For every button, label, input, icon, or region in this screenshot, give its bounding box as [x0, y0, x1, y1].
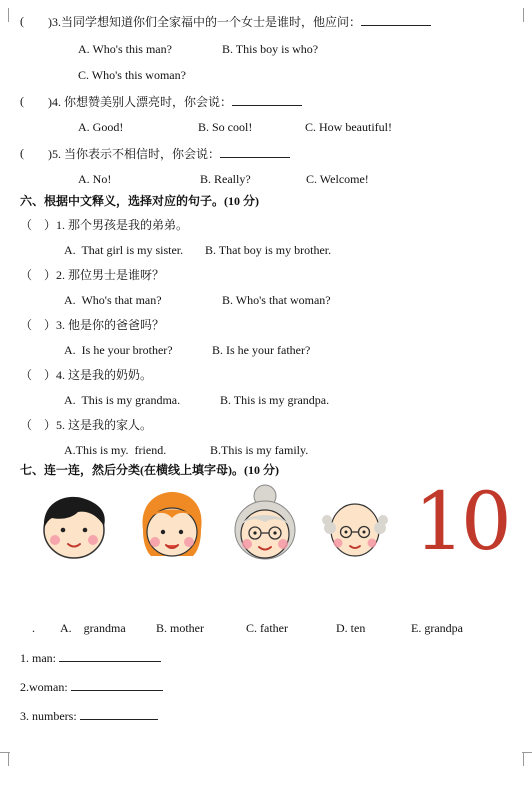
- section-7-title: 七、连一连，然后分类(在横线上填字母)。(10 分): [20, 463, 279, 477]
- q5-option-c: C. Welcome!: [306, 172, 369, 186]
- option-d-ten: D. ten: [336, 621, 366, 635]
- q3-option-a: A. Who's this man?: [78, 42, 172, 56]
- section-6-title: 六、根据中文释义，选择对应的句子。(10 分): [20, 194, 259, 208]
- s6-q3: （ ）3. 他是你的爸爸吗？: [20, 318, 165, 332]
- q4-question: [48, 94, 302, 109]
- fill-woman-blank[interactable]: [71, 679, 163, 691]
- s6-q5-option-b: B.This is my family.: [210, 443, 309, 457]
- fill-numbers: [20, 708, 158, 723]
- option-e-grandpa: E. grandpa: [411, 621, 463, 635]
- s6-q5: （ ）5. 这是我的家人。: [20, 418, 153, 432]
- crop-mark: [522, 752, 532, 753]
- q3-question: [48, 14, 431, 29]
- q5-option-b: B. Really?: [200, 172, 251, 186]
- options-dot: .: [32, 621, 35, 635]
- q4-paren: (: [20, 94, 24, 108]
- q4-option-c: C. How beautiful!: [305, 120, 392, 134]
- fill-man-label: 1. man:: [20, 651, 56, 665]
- s6-q3-option-a: A. Is he your brother?: [64, 343, 173, 357]
- fill-numbers-label: 3. numbers:: [20, 709, 77, 723]
- fill-woman-label: 2.woman:: [20, 680, 68, 694]
- fill-man-blank[interactable]: [59, 650, 161, 662]
- crop-mark: [8, 8, 9, 22]
- option-c-father: C. father: [246, 621, 288, 635]
- s6-q2-option-a: A. Who's that man?: [64, 293, 162, 307]
- grandpa-face-icon[interactable]: [322, 492, 388, 562]
- fill-man: [20, 650, 161, 665]
- q4-option-a: A. Good!: [78, 120, 124, 134]
- q4-answer-blank[interactable]: [232, 94, 302, 106]
- q3-paren: (: [20, 14, 24, 28]
- q4-option-b: B. So cool!: [198, 120, 253, 134]
- q5-paren: (: [20, 146, 24, 160]
- q3-question-text: )3.当同学想知道你们全家福中的一个女士是谁时，他应问：: [48, 15, 361, 29]
- q5-answer-blank[interactable]: [220, 146, 290, 158]
- q4-question-text: )4. 你想赞美别人漂亮时，你会说：: [48, 95, 232, 109]
- crop-mark: [523, 8, 524, 22]
- s6-q4-option-a: A. This is my grandma.: [64, 393, 181, 407]
- ten-number-graphic[interactable]: 10: [414, 475, 508, 568]
- s6-q1-option-b: B. That boy is my brother.: [205, 243, 332, 257]
- crop-mark: [523, 752, 524, 766]
- q5-question-text: )5. 当你表示不相信时，你会说：: [48, 147, 220, 161]
- option-b-mother: B. mother: [156, 621, 204, 635]
- fill-numbers-blank[interactable]: [80, 708, 158, 720]
- s6-q1-option-a: A. That girl is my sister.: [64, 243, 184, 257]
- crop-mark: [8, 752, 9, 766]
- s6-q4: （ ）4. 这是我的奶奶。: [20, 368, 153, 382]
- q3-option-c: C. Who's this woman?: [78, 68, 186, 82]
- s6-q3-option-b: B. Is he your father?: [212, 343, 311, 357]
- q5-question: [48, 146, 290, 161]
- q3-answer-blank[interactable]: [361, 14, 431, 26]
- option-a-grandma: A. grandma: [60, 621, 126, 635]
- s6-q2: （ ）2. 那位男士是谁呀？: [20, 268, 165, 282]
- girl-face-icon[interactable]: [135, 488, 209, 562]
- grandma-face-icon[interactable]: [228, 484, 302, 562]
- s6-q4-option-b: B. This is my grandpa.: [220, 393, 330, 407]
- s6-q1: （ ）1. 那个男孩是我的弟弟。: [20, 218, 189, 232]
- s6-q5-option-a: A.This is my. friend.: [64, 443, 167, 457]
- s6-q2-option-b: B. Who's that woman?: [222, 293, 331, 307]
- q5-option-a: A. No!: [78, 172, 112, 186]
- fill-woman: [20, 679, 163, 694]
- boy-face-icon[interactable]: [38, 490, 110, 562]
- crop-mark: [0, 752, 10, 753]
- q3-option-b: B. This boy is who?: [222, 42, 319, 56]
